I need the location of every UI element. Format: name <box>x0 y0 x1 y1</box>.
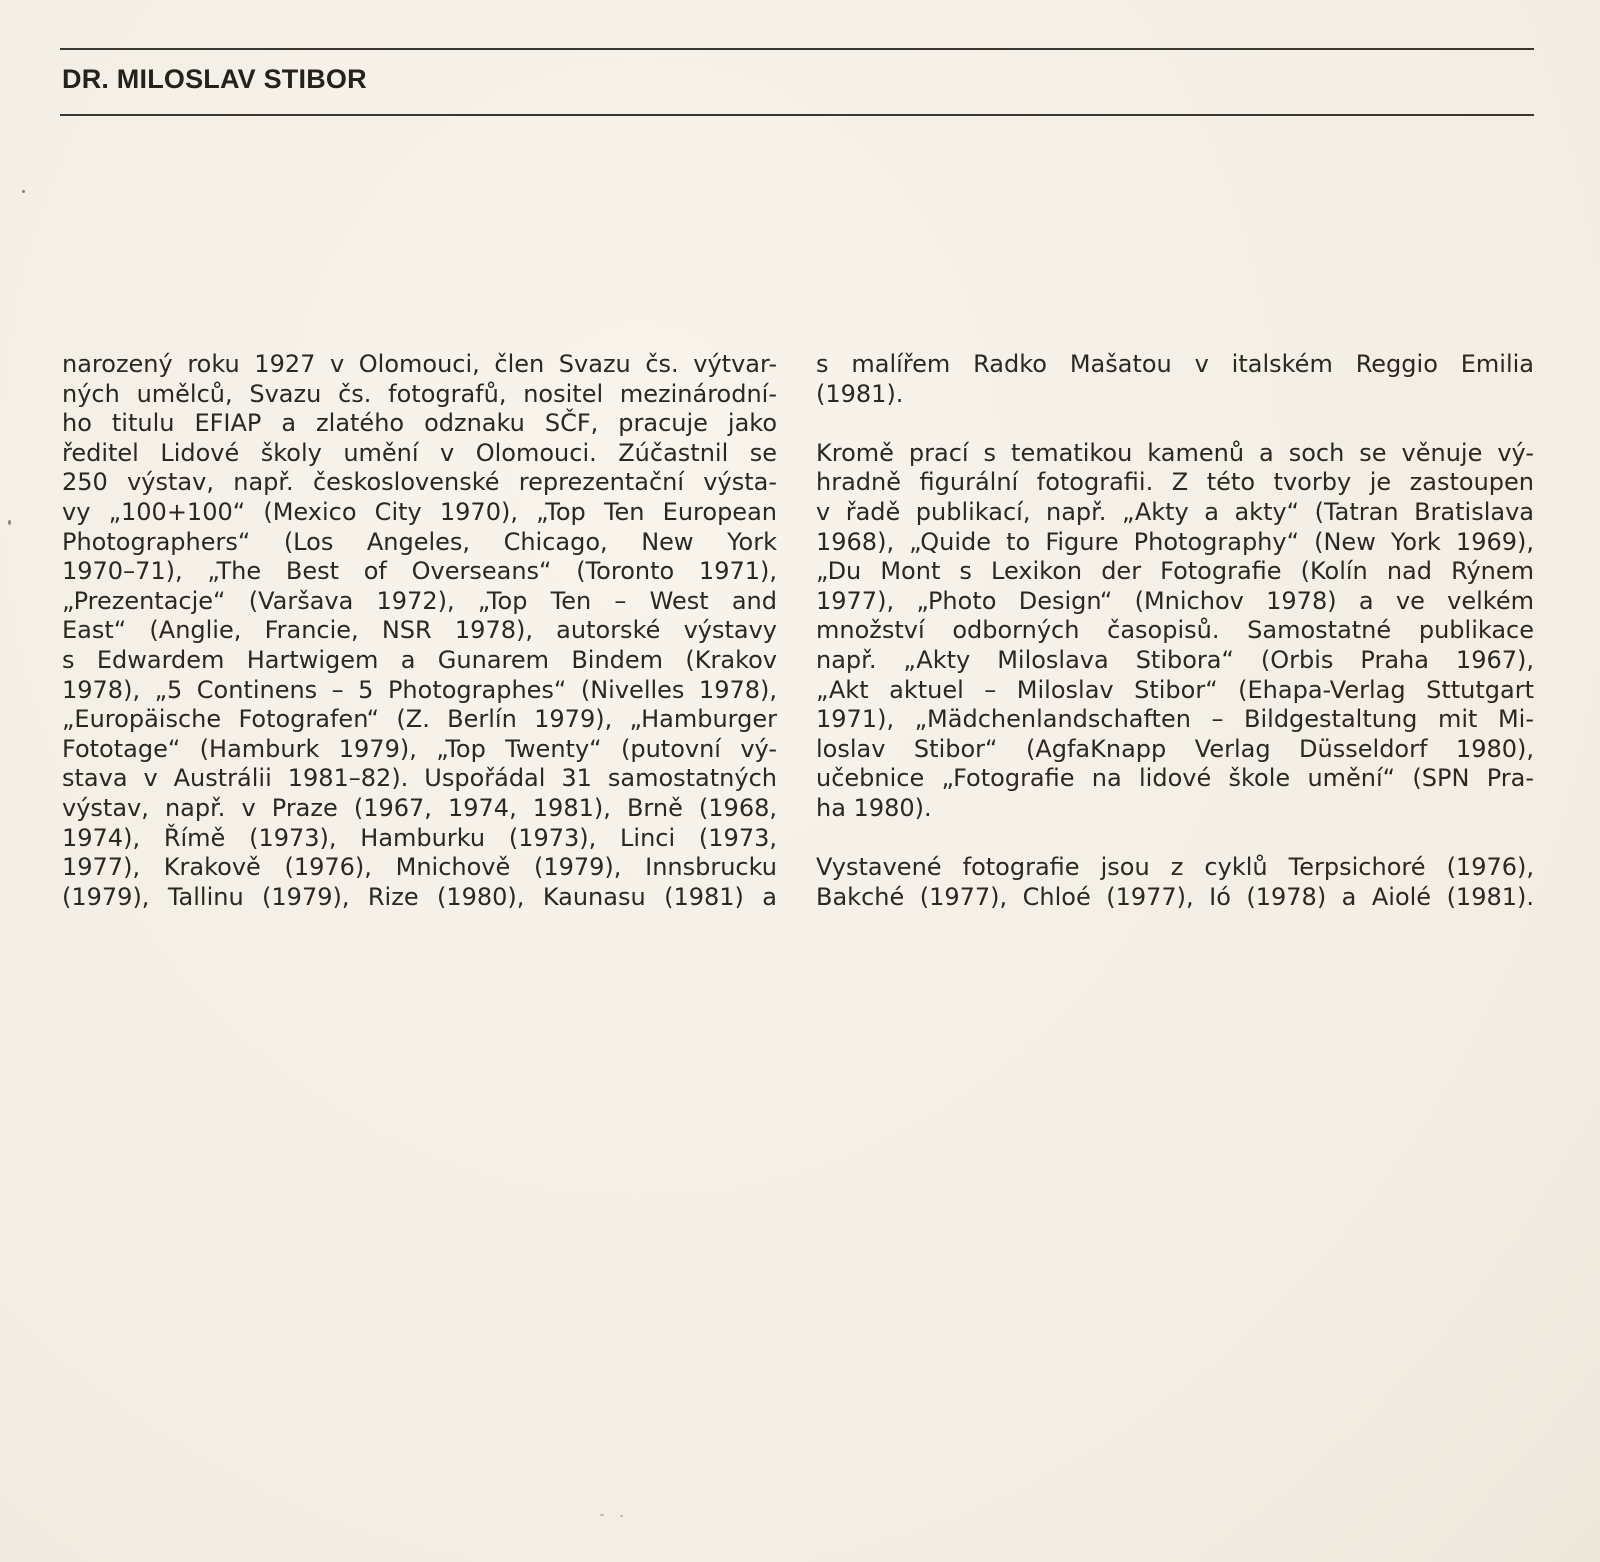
text-line: ředitel Lidové školy umění v Olomouci. Zúčastnil se <box>62 438 777 467</box>
text-line: učebnice „Fotografie na lidové škole umění“ (SPN Pra- <box>816 764 1534 793</box>
text-line: „Akt aktuel – Miloslav Stibor“ (Ehapa-Verlag Sttutgart <box>816 675 1534 704</box>
text-line: East“ (Anglie, Francie, NSR 1978), autorské výstavy <box>62 616 777 645</box>
text-line: „Europäische Fotografen“ (Z. Berlín 1979), „Hamburger <box>62 705 777 734</box>
text-line: (1981). <box>816 379 904 408</box>
text-line: stava v Austrálii 1981–82). Uspořádal 31 samostatných <box>62 764 777 793</box>
text-line: narozený roku 1927 v Olomouci, člen Svazu čs. výtvar- <box>62 350 777 378</box>
bottom-rule <box>60 114 1534 116</box>
page-heading: DR. MILOSLAV STIBOR <box>62 64 367 94</box>
text-line: 1971), „Mädchenlandschaften – Bildgestaltung mit Mi- <box>816 705 1534 734</box>
text-line: s malířem Radko Mašatou v italském Reggio Emilia <box>816 350 1534 378</box>
text-line: 1978), „5 Continens – 5 Photographes“ (Nivelles 1978), <box>62 675 777 704</box>
text-line: ných umělců, Svazu čs. fotografů, nositel mezinárodní- <box>62 379 777 408</box>
text-line: „Du Mont s Lexikon der Fotografie (Kolín nad Rýnem <box>816 557 1534 586</box>
text-line: (1979), Tallinu (1979), Rize (1980), Kaunasu (1981) a <box>62 882 777 911</box>
text-line: 250 výstav, např. československé reprezentační výsta- <box>62 468 777 497</box>
text-line: např. „Akty Miloslava Stibora“ (Orbis Praha 1967), <box>816 645 1534 674</box>
text-line: 1974), Římě (1973), Hamburku (1973), Linci (1973, <box>62 823 777 852</box>
text-line: Fototage“ (Hamburk 1979), „Top Twenty“ (putovní vý- <box>62 734 777 763</box>
text-line: „Prezentacje“ (Varšava 1972), „Top Ten – West and <box>62 586 777 615</box>
paragraph-gap <box>816 409 1534 439</box>
text-line: 1977), „Photo Design“ (Mnichov 1978) a ve velkém <box>816 586 1534 615</box>
right-column <box>816 350 1534 912</box>
text-line: ha 1980). <box>816 793 932 822</box>
top-rule <box>60 48 1534 50</box>
text-line: 1968), „Quide to Figure Photography“ (New York 1969), <box>816 527 1534 556</box>
paragraph-3 <box>816 853 1534 912</box>
paragraph-2 <box>816 439 1534 824</box>
paper-speck <box>8 520 11 525</box>
left-column <box>62 350 777 912</box>
text-line: Photographers“ (Los Angeles, Chicago, New York <box>62 527 777 556</box>
text-line: množství odborných časopisů. Samostatné publikace <box>816 616 1534 645</box>
text-line: 1970–71), „The Best of Overseans“ (Toronto 1971), <box>62 557 777 586</box>
text-line: hradně figurální fotografii. Z této tvorby je zastoupen <box>816 468 1534 497</box>
paper-speck <box>620 1515 623 1517</box>
text-line: výstav, např. v Praze (1967, 1974, 1981), Brně (1968, <box>62 793 777 822</box>
text-line: loslav Stibor“ (AgfaKnapp Verlag Düsseldorf 1980), <box>816 734 1534 763</box>
text-line: ho titulu EFIAP a zlatého odznaku SČF, pracuje jako <box>62 409 777 438</box>
text-line: v řadě publikací, např. „Akty a akty“ (Tatran Bratislava <box>816 497 1534 526</box>
text-line: 1977), Krakově (1976), Mnichově (1979), Innsbrucku <box>62 853 777 882</box>
paper-speck <box>22 190 25 193</box>
paragraph-gap <box>816 824 1534 854</box>
text-line: vy „100+100“ (Mexico City 1970), „Top Ten European <box>62 497 777 526</box>
text-line: s Edwardem Hartwigem a Gunarem Bindem (Krakov <box>62 645 777 674</box>
text-line: Bakché (1977), Chloé (1977), Ió (1978) a Aiolé (1981). <box>816 882 1534 911</box>
paragraph-1 <box>816 350 1534 409</box>
paper-speck <box>600 1514 604 1516</box>
text-line: Kromě prací s tematikou kamenů a soch se věnuje vý- <box>816 438 1534 467</box>
text-line: Vystavené fotografie jsou z cyklů Terpsichoré (1976), <box>816 853 1534 882</box>
